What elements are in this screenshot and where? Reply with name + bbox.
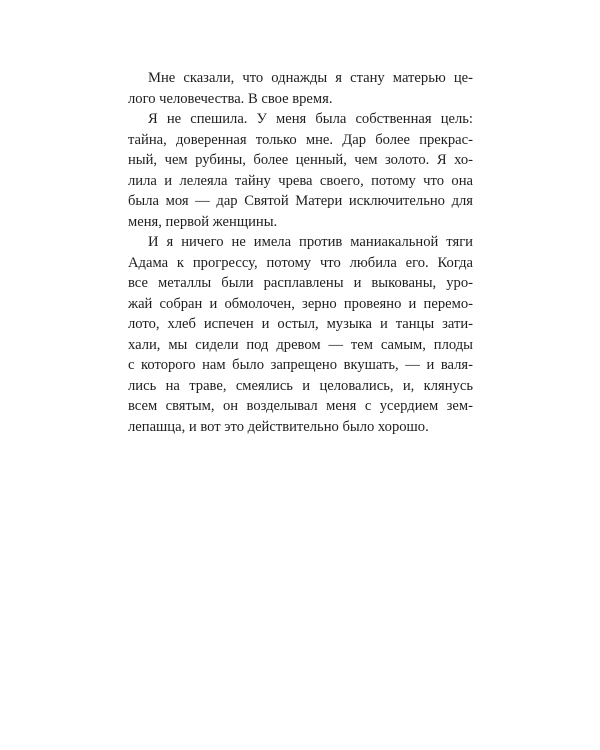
text-line: лись на траве, смеялись и целовались, и, клянусь — [128, 377, 473, 394]
text-line: лого человечества. В свое время. — [128, 90, 333, 107]
text-line: была моя — дар Святой Матери исключительно для — [128, 193, 473, 209]
text-line: И я ничего не имела против маниакальной тяги — [148, 234, 473, 250]
text-line: хали, мы сидели под древом — тем самым, плоды — [128, 336, 473, 353]
text-line: Адама к прогрессу, потому что любила его. Когда — [128, 254, 473, 271]
text-line: лила и лелеяла тайну чрева своего, потому что она — [128, 172, 473, 189]
text-line: ный, чем рубины, более ценный, чем золото. Я хо- — [128, 152, 473, 168]
text-line: лепашца, и вот это действительно было хорошо. — [128, 418, 429, 435]
text-line: меня, первой женщины. — [128, 213, 278, 230]
text-line: тайна, доверенная только мне. Дар более прекрас- — [128, 131, 473, 148]
text-line: Мне сказали, что однажды я стану матерью це- — [148, 70, 473, 86]
text-line: лото, хлеб испечен и остыл, музыка и танцы зати- — [128, 316, 473, 332]
text-line: с которого нам было запрещено вкушать, — и валя- — [128, 357, 473, 373]
text-line: жай собран и обмолочен, зерно провеяно и перемо- — [128, 295, 473, 312]
text-line: всем святым, он возделывал меня с усердием зем- — [128, 398, 473, 414]
body-text — [128, 68, 473, 437]
text-line: все металлы были расплавлены и выкованы, уро- — [128, 275, 473, 291]
text-line: Я не спешила. У меня была собственная цель: — [148, 111, 473, 127]
